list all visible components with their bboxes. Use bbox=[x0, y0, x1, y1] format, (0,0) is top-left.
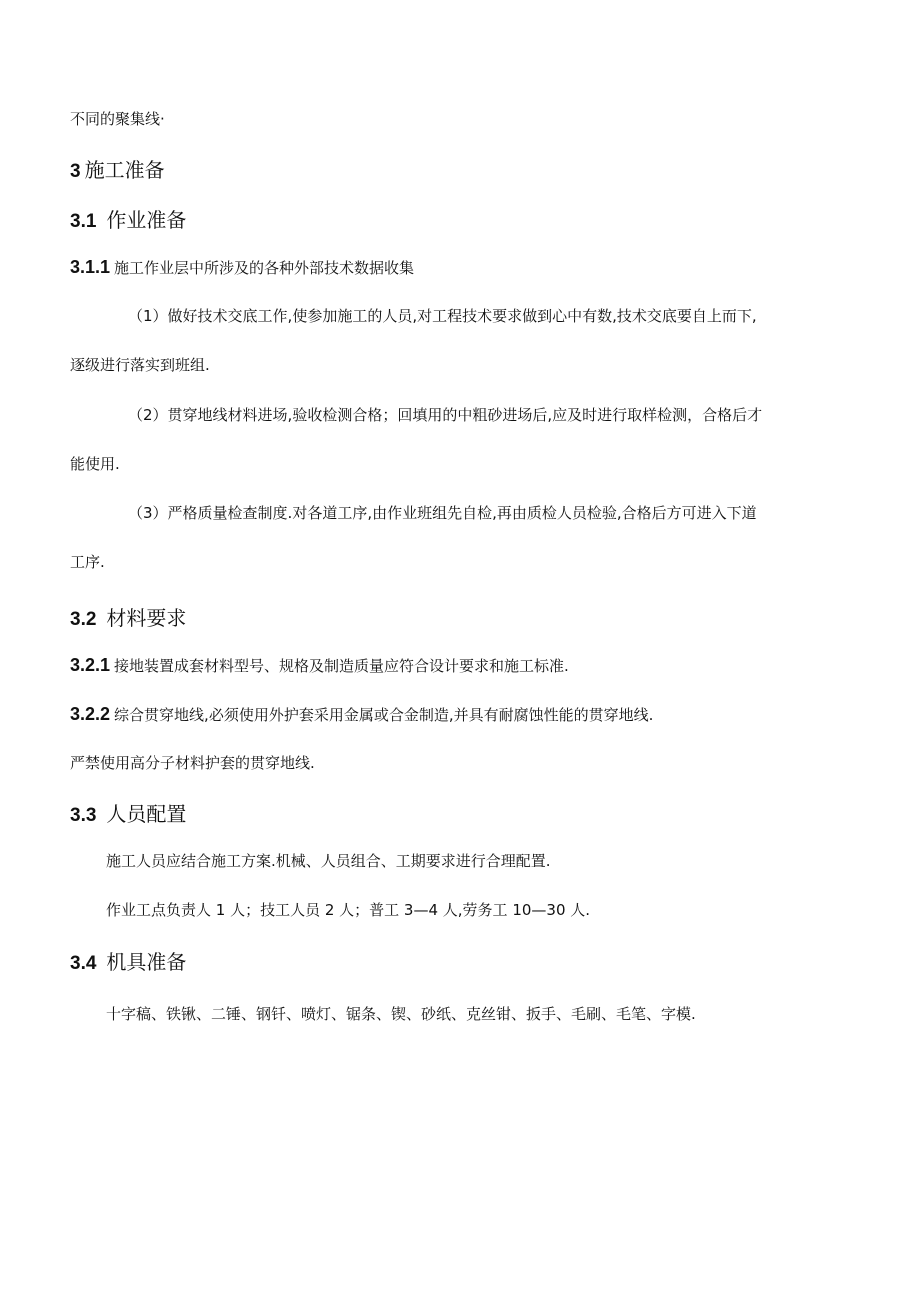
paragraph-text: 工序. bbox=[70, 553, 105, 571]
clause-3-2-2 bbox=[70, 704, 653, 725]
clause-3-2-1 bbox=[70, 655, 569, 676]
list-item-2-line-1 bbox=[128, 405, 762, 425]
paragraph-text: 施工人员应结合施工方案.机械、人员组合、工期要求进行合理配置. bbox=[106, 852, 551, 870]
clause-text: 接地装置成套材料型号、规格及制造质量应符合设计要求和施工标准. bbox=[114, 657, 569, 675]
heading-number: 3.1.1 bbox=[70, 257, 111, 277]
list-item-3-line-1 bbox=[128, 503, 757, 523]
clause-3-2-2-continuation bbox=[70, 753, 315, 773]
staffing-paragraph-1 bbox=[106, 851, 551, 871]
paragraph-continuation bbox=[70, 109, 165, 129]
heading-number: 3.3 bbox=[70, 805, 97, 826]
heading-title: 材料要求 bbox=[106, 606, 187, 630]
list-item-2-line-2 bbox=[70, 454, 120, 474]
heading-title: 机具准备 bbox=[106, 950, 187, 974]
heading-section-3-2 bbox=[70, 605, 186, 633]
paragraph-text: 作业工点负责人 1 人；技工人员 2 人；普工 3—4 人,劳务工 10—30 人. bbox=[106, 901, 591, 919]
paragraph-text: 十字稿、铁锹、二锤、钢钎、喷灯、锯条、锲、砂纸、克丝钳、扳手、毛刷、毛笔、字模. bbox=[106, 1005, 696, 1023]
clause-number: 3.2.1 bbox=[70, 655, 111, 675]
heading-section-3-4 bbox=[70, 949, 186, 977]
paragraph-text: 不同的聚集线· bbox=[70, 110, 165, 128]
heading-number: 3.1 bbox=[70, 211, 97, 232]
heading-title: 作业准备 bbox=[106, 208, 187, 232]
tools-paragraph bbox=[106, 1004, 696, 1024]
list-item-3-line-2 bbox=[70, 552, 105, 572]
clause-text: 综合贯穿地线,必须使用外护套采用金属或合金制造,并具有耐腐蚀性能的贯穿地线. bbox=[114, 706, 654, 724]
paragraph-text: 能使用. bbox=[70, 455, 120, 473]
list-item-1-line-1 bbox=[128, 306, 757, 326]
list-item-1-line-2 bbox=[70, 355, 210, 375]
paragraph-text: （3）严格质量检查制度.对各道工序,由作业班组先自检,再由质检人员检验,合格后方可进入下道 bbox=[128, 504, 757, 522]
paragraph-text: （2）贯穿地线材料进场,验收检测合格；回填用的中粗砂进场后,应及时进行取样检测，合格后才 bbox=[128, 406, 763, 424]
heading-number: 3 bbox=[70, 161, 81, 182]
heading-title: 施工准备 bbox=[84, 158, 165, 182]
heading-section-3-3 bbox=[70, 801, 186, 829]
staffing-paragraph-2 bbox=[106, 900, 590, 920]
paragraph-text: （1）做好技术交底工作,使参加施工的人员,对工程技术要求做到心中有数,技术交底要自上而下, bbox=[128, 307, 757, 325]
heading-title: 施工作业层中所涉及的各种外部技术数据收集 bbox=[114, 259, 415, 277]
heading-section-3 bbox=[70, 157, 165, 185]
paragraph-text: 严禁使用高分子材料护套的贯穿地线. bbox=[70, 754, 315, 772]
heading-title: 人员配置 bbox=[106, 802, 187, 826]
heading-number: 3.4 bbox=[70, 953, 97, 974]
heading-section-3-1-1 bbox=[70, 257, 414, 278]
heading-number: 3.2 bbox=[70, 609, 97, 630]
clause-number: 3.2.2 bbox=[70, 704, 111, 724]
paragraph-text: 逐级进行落实到班组. bbox=[70, 356, 210, 374]
heading-section-3-1 bbox=[70, 207, 186, 235]
